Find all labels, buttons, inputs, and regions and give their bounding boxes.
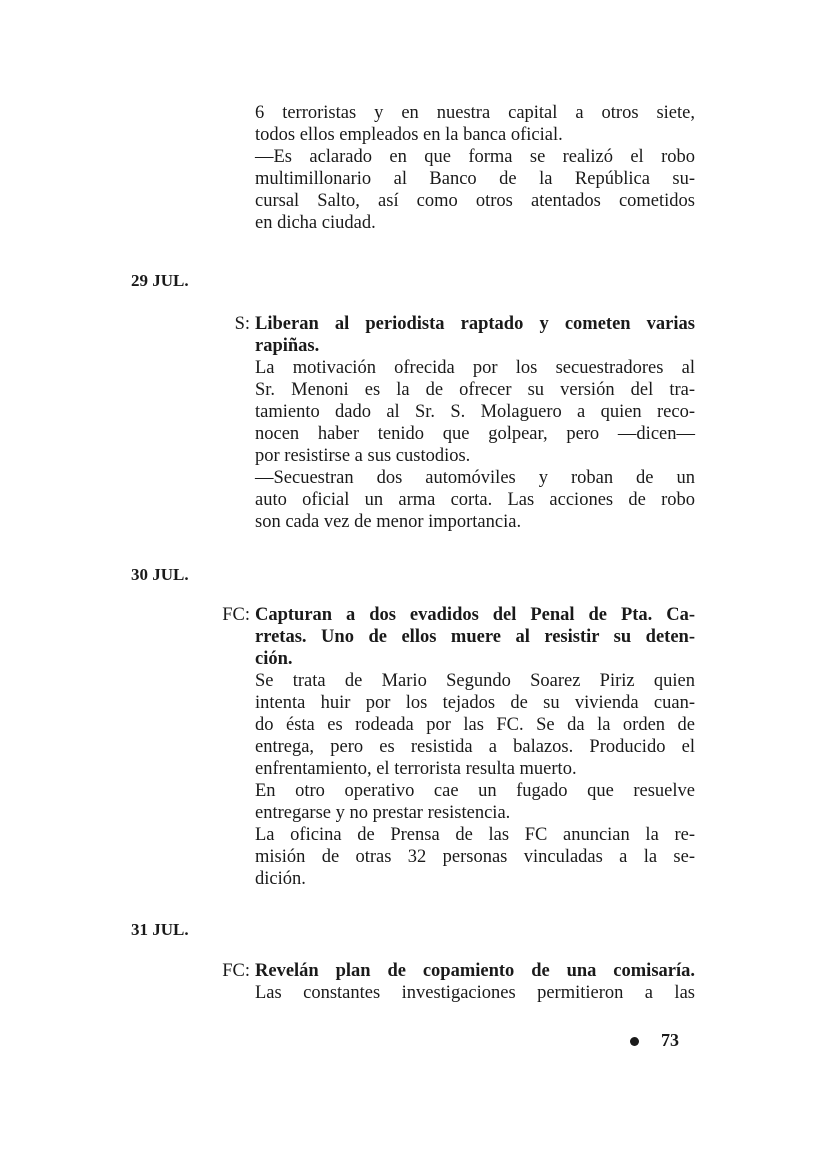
bullet-icon [630,1037,639,1046]
body-line: La motivación ofrecida por los secuestradores al [255,358,695,378]
body-line: auto oficial un arma corta. Las acciones de robo [255,490,695,510]
body-line: misión de otras 32 personas vinculadas a la se- [255,847,695,867]
intro-line: todos ellos empleados en la banca oficial. [255,125,563,145]
page-number: 73 [661,1030,679,1050]
intro-line: en dicha ciudad. [255,213,376,233]
body-line: En otro operativo cae un fugado que resuelve [255,781,695,801]
body-line: tamiento dado al Sr. S. Molaguero a quien reco- [255,402,695,422]
body-line: Se trata de Mario Segundo Soarez Piriz quien [255,671,695,691]
body-line: nocen haber tenido que golpear, pero —dicen— [255,424,695,444]
body-line: entrega, pero es resistida a balazos. Producido el [255,737,695,757]
entry-date: 30 JUL. [131,565,189,584]
body-line: son cada vez de menor importancia. [255,512,522,532]
intro-line: —Es aclarado en que forma se realizó el robo [255,147,695,167]
headline-line: Revelán plan de copamiento de una comisaría. [255,961,695,981]
body-line: intenta huir por los tejados de su vivienda cuan- [255,693,695,713]
body-line: Las constantes investigaciones permitieron a las [255,983,695,1003]
entry-text [255,960,695,1004]
body-line: dición. [255,869,306,889]
body-line: por resistirse a sus custodios. [255,446,471,466]
entry-date: 31 JUL. [131,920,189,939]
body-line: Sr. Menoni es la de ofrecer su versión del tra- [255,380,695,400]
body-line: La oficina de Prensa de las FC anuncian la re- [255,825,695,845]
entry-date: 29 JUL. [131,271,189,290]
entry-source: FC: [222,961,250,981]
headline-line: rapiñas. [255,336,320,356]
headline-line: Liberan al periodista raptado y cometen varias [255,314,695,334]
entry-text [255,313,695,533]
body-line: enfrentamiento, el terrorista resulta muerto. [255,759,577,779]
intro-paragraph [255,102,695,234]
body-line: do ésta es rodeada por las FC. Se da la orden de [255,715,695,735]
body-line: entregarse y no prestar resistencia. [255,803,511,823]
body-line: —Secuestran dos automóviles y roban de un [255,468,695,488]
page-footer [630,1030,679,1051]
intro-line: 6 terroristas y en nuestra capital a otros siete, [255,103,695,123]
intro-line: cursal Salto, así como otros atentados cometidos [255,191,695,211]
headline-line: Capturan a dos evadidos del Penal de Pta. Ca- [255,605,695,625]
entry-text [255,604,695,890]
entry-source: S: [234,314,250,334]
entry-source: FC: [222,605,250,625]
headline-line: rretas. Uno de ellos muere al resistir su deten- [255,627,695,647]
headline-line: ción. [255,649,293,669]
intro-line: multimillonario al Banco de la República su- [255,169,695,189]
